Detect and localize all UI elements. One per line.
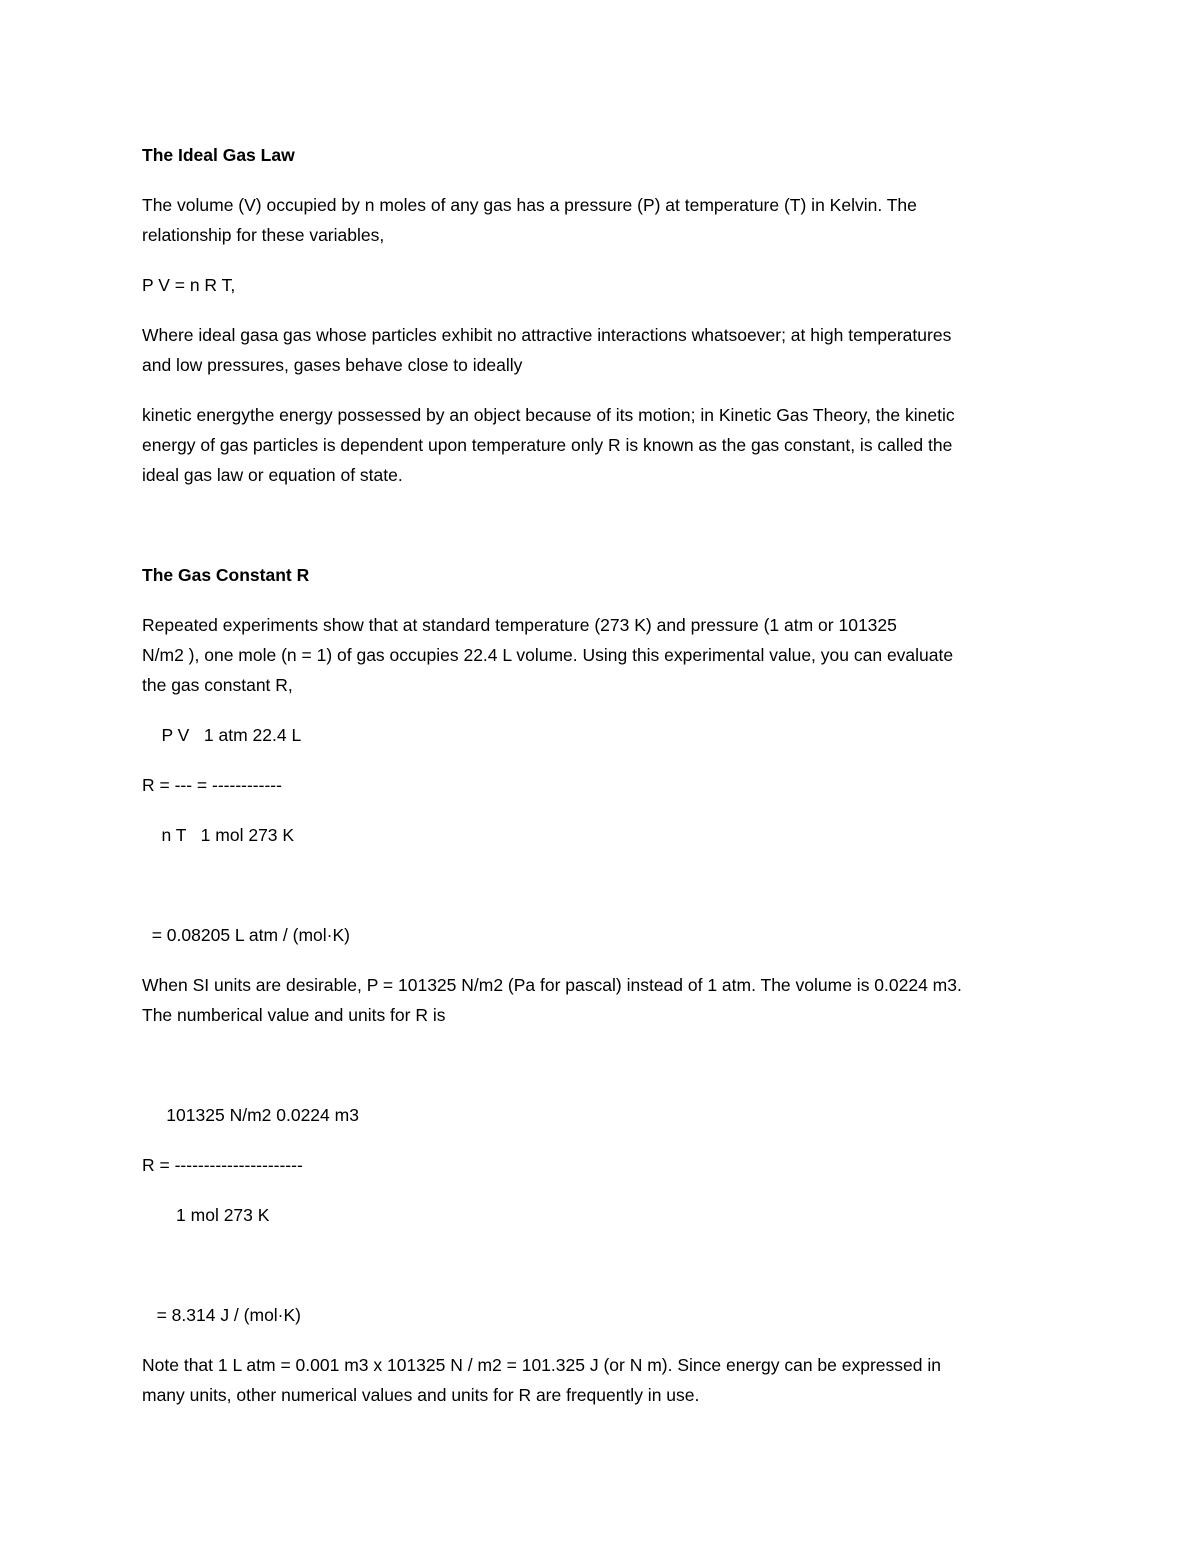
fraction-bar: R = --- = ------------ <box>142 775 282 795</box>
equation-ideal-gas: P V = n R T, <box>142 275 236 295</box>
heading-ideal-gas-law: The Ideal Gas Law <box>142 145 295 165</box>
fraction-numerator: 101325 N/m2 0.0224 m3 <box>142 1105 359 1125</box>
heading-gas-constant: The Gas Constant R <box>142 565 310 585</box>
paragraph-line: Where ideal gasa gas whose particles exhibit no attractive interactions whatsoever; at high temperatures <box>142 325 952 345</box>
paragraph-line: energy of gas particles is dependent upon temperature only R is known as the gas constant, is called the <box>142 435 953 455</box>
fraction-bar: R = ---------------------- <box>142 1155 303 1175</box>
paragraph-line: ideal gas law or equation of state. <box>142 465 403 485</box>
paragraph-line: Note that 1 L atm = 0.001 m3 x 101325 N / m2 = 101.325 J (or N m). Since energy can be expressed in <box>142 1355 941 1375</box>
result-value: = 8.314 J / (mol·K) <box>142 1305 302 1325</box>
fraction-numerator: P V 1 atm 22.4 L <box>142 725 302 745</box>
paragraph-line: When SI units are desirable, P = 101325 N/m2 (Pa for pascal) instead of 1 atm. The volume is 0.0224 m3. <box>142 975 962 995</box>
paragraph-line: kinetic energythe energy possessed by an object because of its motion; in Kinetic Gas Theory, the kinetic <box>142 405 955 425</box>
fraction-denominator: 1 mol 273 K <box>142 1205 270 1225</box>
paragraph-line: the gas constant R, <box>142 675 293 695</box>
paragraph-line: Repeated experiments show that at standard temperature (273 K) and pressure (1 atm or 101325 <box>142 615 897 635</box>
paragraph-line: The numberical value and units for R is <box>142 1005 446 1025</box>
paragraph-line: many units, other numerical values and units for R are frequently in use. <box>142 1385 700 1405</box>
fraction-denominator: n T 1 mol 273 K <box>142 825 295 845</box>
result-value: = 0.08205 L atm / (mol·K) <box>142 925 350 945</box>
paragraph-line: The volume (V) occupied by n moles of any gas has a pressure (P) at temperature (T) in Kelvin. The <box>142 195 917 215</box>
paragraph-line: N/m2 ), one mole (n = 1) of gas occupies 22.4 L volume. Using this experimental value, you can evaluate <box>142 645 954 665</box>
paragraph-line: and low pressures, gases behave close to ideally <box>142 355 523 375</box>
paragraph-line: relationship for these variables, <box>142 225 385 245</box>
